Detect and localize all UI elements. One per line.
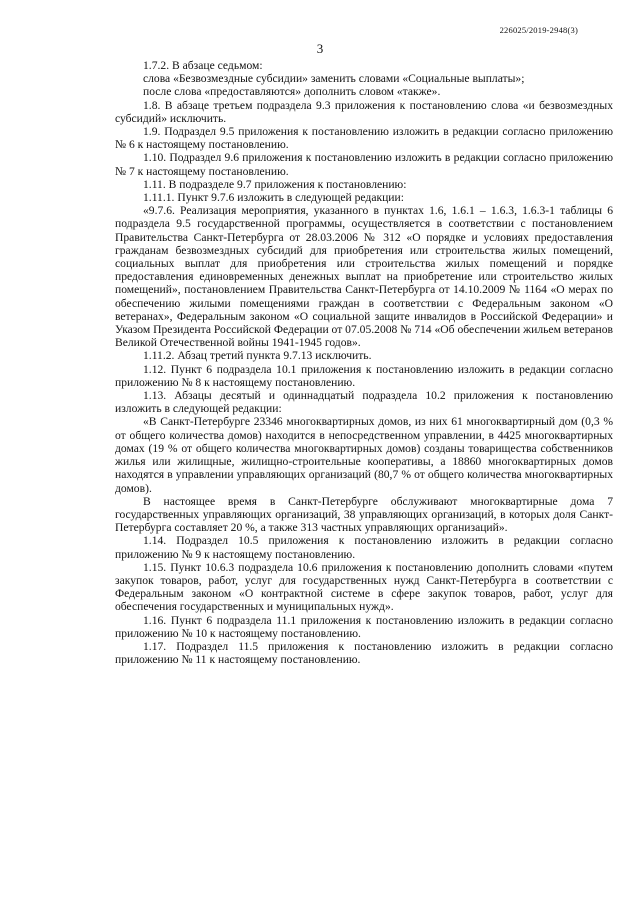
paragraph: 1.9. Подраздел 9.5 приложения к постановлению изложить в редакции согласно приложению № 6 к настоящему постановлению. [115,125,613,152]
quoted-paragraph: В настоящее время в Санкт-Петербурге обслуживают многоквартирные дома 7 государственных управляющих организаций, 38 управляющих организаций, в которых доля Санкт-Петербурга составляет 20 %, а также 313 частных управляющих организаций». [115,494,613,535]
document-id: 226025/2019-2948(3) [499,25,578,35]
paragraph: 1.12. Пункт 6 подраздела 10.1 приложения к постановлению изложить в редакции согласно приложению № 8 к настоящему постановлению. [115,362,613,389]
paragraph: 1.17. Подраздел 11.5 приложения к постановлению изложить в редакции согласно приложению № 11 к настоящему постановлению. [115,639,613,667]
paragraph: 1.16. Пункт 6 подраздела 11.1 приложения к постановлению изложить в редакции согласно приложению № 10 к настоящему постановлению. [115,613,613,640]
paragraph: 1.10. Подраздел 9.6 приложения к постановлению изложить в редакции согласно приложению № 7 к настоящему постановлению. [115,151,613,178]
quoted-paragraph: «В Санкт-Петербурге 23346 многоквартирных домов, из них 61 многоквартирный дом (0,3 % от общего количества домов) находится в непосредственном управлении, в 4425 многоквартирных домах (19 % от общего количества многоквартирных домов) созданы товарищества собственников жилья или жилищные, жилищно-строительные кооперативы, а 18860 многоквартирных домов находятся в управлении управляющих организаций (80,7 % от общего количества многоквартирных домов). [115,415,613,495]
paragraph: 1.14. Подраздел 10.5 приложения к постановлению изложить в редакции согласно приложению № 9 к настоящему постановлению. [115,534,613,561]
paragraph: 1.7.2. В абзаце седьмом: [143,59,263,72]
document-body [115,59,613,666]
paragraph: 1.13. Абзацы десятый и одиннадцатый подраздела 10.2 приложения к постановлению изложить в следующей редакции: [115,389,613,416]
paragraph: 1.11.2. Абзац третий пункта 9.7.13 исключить. [143,349,372,363]
paragraph: 1.15. Пункт 10.6.3 подраздела 10.6 приложения к постановлению дополнить словами «путем закупок товаров, работ, услуг для государственных нужд Санкт-Петербурга в соответствии с Федеральным законом «О контрактной системе в сфере закупок товаров, работ, услуг для обеспечения государственных и муниципальных нужд». [115,560,613,614]
paragraph: слова «Безвозмездные субсидии» заменить словами «Социальные выплаты»; [143,72,525,86]
page-number: 3 [316,41,324,56]
paragraph: 1.11.1. Пункт 9.7.6 изложить в следующей редакции: [143,191,404,205]
paragraph: 1.11. В подразделе 9.7 приложения к постановлению: [143,177,407,191]
quoted-paragraph: «9.7.6. Реализация мероприятия, указанного в пунктах 1.6, 1.6.1 – 1.6.3, 1.6.3-1 таблицы 6 подраздела 9.5 государственной программы, осуществляется в соответствии с постановлением Правительства Санкт-Петербурга от 28.03.2006 № 312 «О порядке и условиях предоставления гражданам безвозмездных субсидий для приобретения или строительства жилых помещений, социальных выплат для приобретения или строительства жилых помещений и порядке предоставления единовременных денежных выплат на приобретение или строительство жилых помещений», постановлением Правительства Санкт-Петербурга от 14.10.2009 № 1164 «О мерах по обеспечению жилыми помещениями граждан в соответствии с Федеральным законом «О ветеранах», Федеральным законом «О социальной защите инвалидов в Российской Федерации» и Указом Президента Российской Федерации от 07.05.2008 № 714 «Об обеспечении жильем ветеранов Великой Отечественной войны 1941-1945 годов». [115,204,613,350]
paragraph: 1.8. В абзаце третьем подраздела 9.3 приложения к постановлению слова «и безвозмездных субсидий» исключить. [115,98,613,125]
paragraph: после слова «предоставляются» дополнить словом «также». [143,85,441,99]
